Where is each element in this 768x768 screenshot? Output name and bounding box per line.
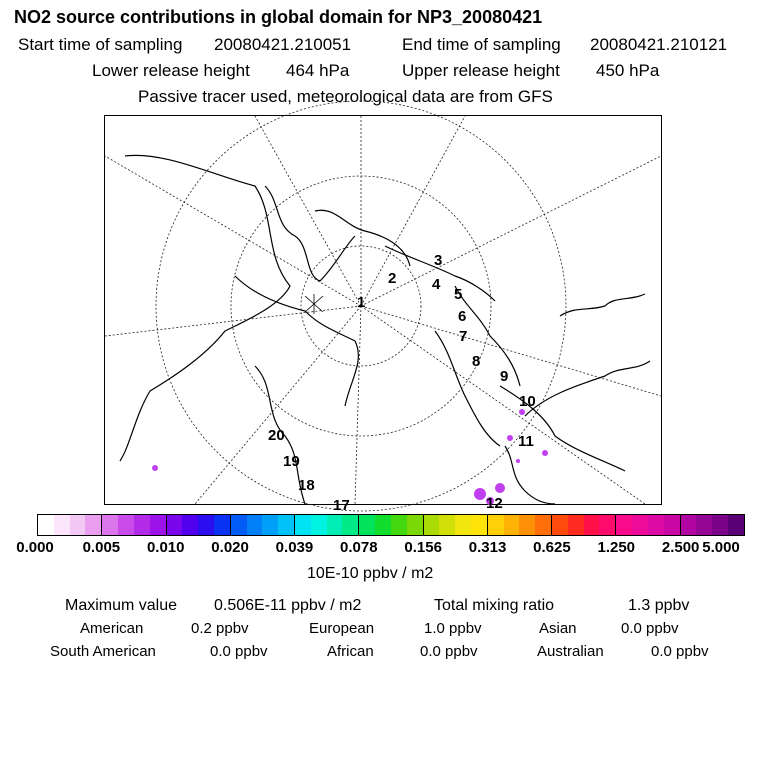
lower-height-value: 464 hPa (286, 61, 350, 80)
upper-height-label: Upper release height (402, 61, 560, 80)
source-value-south-american: 0.0 ppbv (210, 643, 268, 660)
region-label-6: 6 (458, 308, 467, 325)
colorbar-swatch (38, 515, 54, 535)
end-time-label: End time of sampling (402, 35, 561, 54)
tracer-note: Passive tracer used, meteorological data are from GFS (138, 87, 553, 106)
region-label-4: 4 (432, 276, 441, 293)
colorbar-swatch (632, 515, 648, 535)
source-name-australian: Australian (537, 643, 604, 660)
source-name-european: European (309, 620, 375, 637)
colorbar-swatch (535, 515, 551, 535)
colorbar-swatch (568, 515, 584, 535)
colorbar-swatch (247, 515, 263, 535)
colorbar-swatch (70, 515, 86, 535)
upper-height-value: 450 hPa (596, 61, 660, 80)
total-mixing-value: 1.3 ppbv (628, 597, 690, 614)
colorbar-swatch (54, 515, 70, 535)
colorbar-tick-label: 2.500 (661, 539, 700, 556)
colorbar-swatch (230, 515, 247, 535)
colorbar-swatch (471, 515, 487, 535)
colorbar-swatch (262, 515, 278, 535)
lower-height-label: Lower release height (92, 61, 250, 80)
colorbar-swatch (311, 515, 327, 535)
colorbar-swatch (118, 515, 134, 535)
colorbar-tick-label: 0.039 (275, 539, 314, 556)
colorbar-swatch (487, 515, 504, 535)
colorbar-tick-label: 0.010 (146, 539, 185, 556)
start-time-value: 20080421.210051 (214, 35, 352, 54)
region-label-12: 12 (486, 495, 503, 512)
colorbar-swatch (728, 515, 744, 535)
max-value-label: Maximum value (65, 597, 178, 614)
colorbar-swatch (599, 515, 615, 535)
colorbar-swatch (166, 515, 183, 535)
colorbar-swatch (519, 515, 535, 535)
source-name-south-american: South American (50, 643, 156, 660)
colorbar-swatch (327, 515, 343, 535)
colorbar-swatch (294, 515, 311, 535)
colorbar-swatch (439, 515, 455, 535)
colorbar-swatch (712, 515, 728, 535)
colorbar-swatch (680, 515, 697, 535)
colorbar-tick-label: 0.156 (404, 539, 442, 556)
colorbar-tick-label: 1.250 (597, 539, 636, 556)
source-value-american: 0.2 ppbv (191, 620, 249, 637)
region-label-17: 17 (333, 497, 350, 514)
region-label-11: 11 (518, 433, 534, 450)
colorbar-swatch (85, 515, 101, 535)
colorbar-swatch (455, 515, 471, 535)
colorbar-swatch (584, 515, 600, 535)
region-label-1: 1 (357, 294, 366, 311)
region-label-10: 10 (519, 393, 536, 410)
region-label-5: 5 (454, 286, 463, 303)
colorbar-tick-label: 0.000 (16, 539, 54, 556)
total-mixing-label: Total mixing ratio (434, 597, 555, 614)
source-value-australian: 0.0 ppbv (651, 643, 709, 660)
colorbar-swatch (101, 515, 118, 535)
source-value-asian: 0.0 ppbv (621, 620, 679, 637)
region-label-18: 18 (298, 477, 315, 494)
colorbar-swatch (358, 515, 375, 535)
colorbar-tick-label: 0.313 (468, 539, 507, 556)
colorbar-swatch (150, 515, 166, 535)
colorbar-swatch (696, 515, 712, 535)
source-name-american: American (80, 620, 144, 637)
max-value: 0.506E-11 ppbv / m2 (214, 597, 362, 614)
colorbar-swatch (648, 515, 664, 535)
colorbar-tick-label: 0.005 (82, 539, 121, 556)
colorbar-swatch (375, 515, 391, 535)
colorbar-swatch (214, 515, 230, 535)
colorbar-swatch (391, 515, 407, 535)
colorbar-unit: 10E-10 ppbv / m2 (307, 565, 434, 582)
colorbar-swatch (278, 515, 294, 535)
colorbar-tick-label: 0.020 (211, 539, 249, 556)
source-name-asian: Asian (539, 620, 577, 637)
colorbar-swatch (423, 515, 440, 535)
colorbar-swatch (664, 515, 680, 535)
colorbar-swatch (615, 515, 632, 535)
region-label-20: 20 (268, 427, 285, 444)
source-name-african: African (327, 643, 374, 660)
polar-map (104, 115, 662, 514)
colorbar-swatch (198, 515, 214, 535)
region-label-3: 3 (434, 252, 443, 269)
colorbar-swatch (182, 515, 198, 535)
colorbar-swatch (551, 515, 568, 535)
region-label-7: 7 (459, 328, 468, 345)
region-label-19: 19 (283, 453, 300, 470)
region-label-2: 2 (388, 270, 397, 287)
colorbar-swatch (134, 515, 150, 535)
colorbar-tick-label: 0.078 (340, 539, 378, 556)
end-time-value: 20080421.210121 (590, 35, 728, 54)
colorbar-tick-label: 5.000 (702, 539, 740, 556)
colorbar (37, 514, 745, 536)
region-label-8: 8 (472, 353, 481, 370)
colorbar-swatch (407, 515, 423, 535)
region-label-9: 9 (500, 368, 509, 385)
colorbar-swatch (342, 515, 358, 535)
start-time-label: Start time of sampling (18, 35, 183, 54)
source-value-european: 1.0 ppbv (424, 620, 482, 637)
page-title: NO2 source contributions in global domain for NP3_20080421 (14, 7, 543, 27)
source-value-african: 0.0 ppbv (420, 643, 478, 660)
colorbar-tick-label: 0.625 (533, 539, 571, 556)
colorbar-swatch (504, 515, 520, 535)
